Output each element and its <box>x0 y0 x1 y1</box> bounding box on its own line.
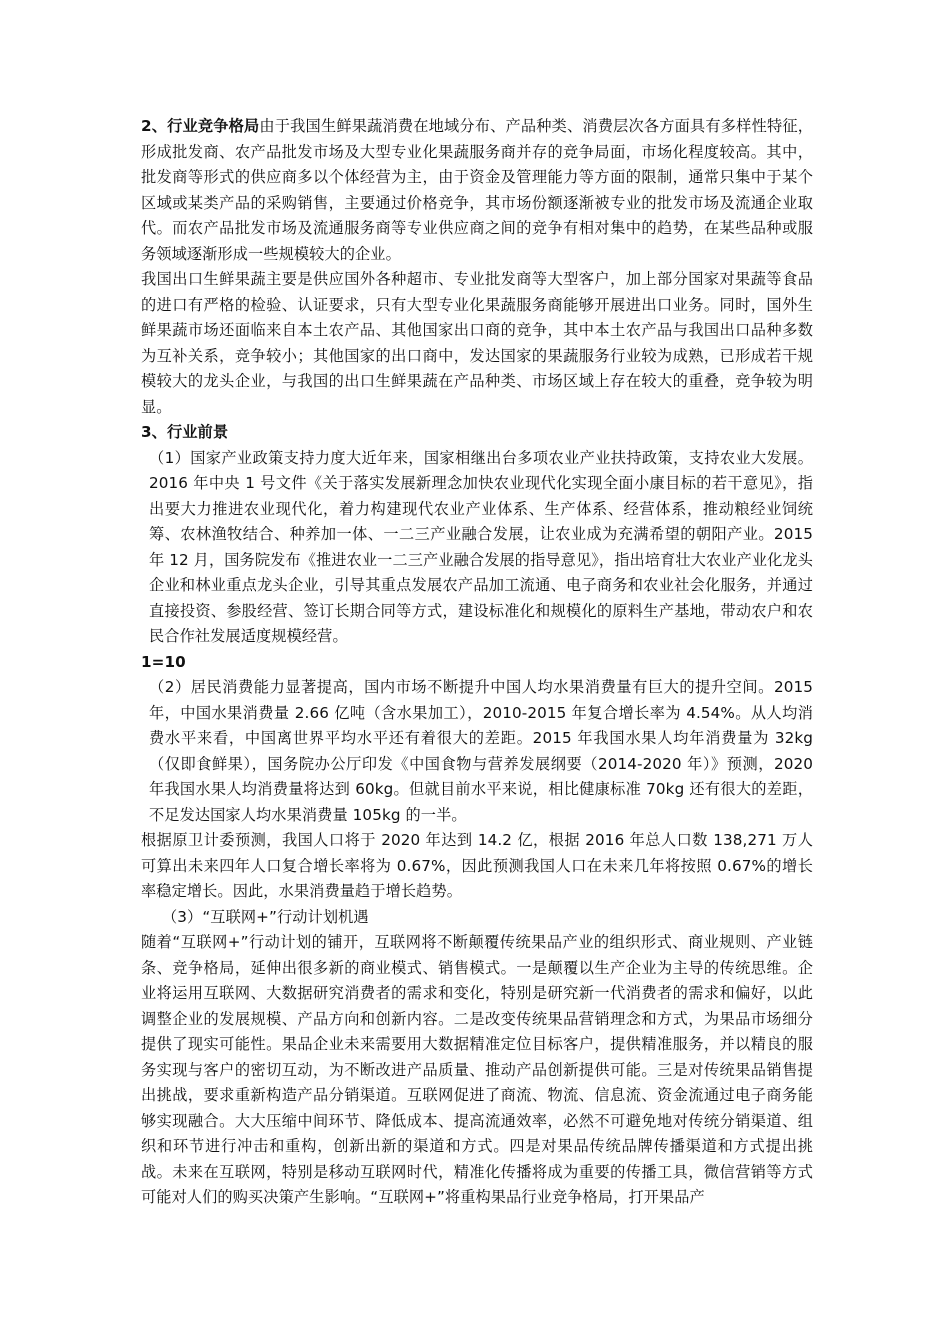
paragraph-competition-text: 由于我国生鲜果蔬消费在地域分布、产品种类、消费层次各方面具有多样性特征，形成批发商、农产品批发市场及大型专业化果蔬服务商并存的竞争局面，市场化程度较高。其中，批发商等形式的供应商多以个体经营为主，由于资金及管理能力等方面的限制，通常只集中于某个区域或某类产品的采购销售，主要通过价格竞争，其市场份额逐渐被专业的批发市场及流通企业取代。而农产品批发市场及流通服务商等专业供应商之间的竞争有相对集中的趋势，在某些品种或服务领域逐渐形成一些规模较大的企业。 <box>141 117 813 263</box>
paragraph-internet-plus: 随着“互联网+”行动计划的铺开，互联网将不断颠覆传统果品产业的组织形式、商业规则、产业链条、竞争格局，延伸出很多新的商业模式、销售模式。一是颠覆以生产企业为主导的传统思维。企业将运用互联网、大数据研究消费者的需求和变化，特别是研究新一代消费者的需求和偏好，以此调整企业的发展规模、产品方向和创新内容。二是改变传统果品营销理念和方式，为果品市场细分提供了现实可能性。果品企业未来需要用大数据精准定位目标客户，提供精准服务，并以精良的服务实现与客户的密切互动，为不断改进产品质量、推动产品创新提供可能。三是对传统果品销售提出挑战，要求重新构造产品分销渠道。互联网促进了商流、物流、信息流、资金流通过电子商务能够实现融合。大大压缩中间环节、降低成本、提高流通效率，必然不可避免地对传统分销渠道、组织和环节进行冲击和重构，创新出新的渠道和方式。四是对果品传统品牌传播渠道和方式提出挑战。未来在互联网，特别是移动互联网时代，精准化传播将成为重要的传播工具，微信营销等方式可能对人们的购买决策产生影响。“互联网+”将重构果品行业竞争格局，打开果品产 <box>141 933 813 1206</box>
paragraph-policy: （1）国家产业政策支持力度大近年来，国家相继出台多项农业产业扶持政策，支持农业大发展。2016 年中央 1 号文件《关于落实发展新理念加快农业现代化实现全面小康目标的若干意见》，指出要大力推进农业现代化，着力构建现代农业产业体系、生产体系、经营体系，推动粮经业饲统筹、农林渔牧结合、种养加一体、一二三产业融合发展，让农业成为充满希望的朝阳产业。2015 年 12 月，国务院发布《推进农业一二三产业融合发展的指导意见》，指出培育壮大农业产业化龙头企业和林业重点龙头企业，引导其重点发展农产品加工流通、电子商务和农业社会化服务，并通过直接投资、参股经营、签订长期合同等方式，建设标准化和规模化的原料生产基地，带动农户和农民合作社发展适度规模经营。 <box>149 448 813 645</box>
stray-text: 1=10 <box>141 652 186 671</box>
section-heading-outlook: 3、行业前景 <box>141 423 229 441</box>
subheading-internet-plus: （3）“互联网+”行动计划机遇 <box>162 907 369 926</box>
paragraph-consumption: （2）居民消费能力显著提高，国内市场不断提升中国人均水果消费量有巨大的提升空间。2015 年，中国水果消费量 2.66 亿吨（含水果加工），2010-2015 年复合增长率为 4.54%。从人均消费水平来看，中国离世界平均水平还有着很大的差距。2015 年我国水果人均年消费量为 32kg（仅即食鲜果），国务院办公厅印发《中国食物与营养发展纲要（2014-2020 年）》预测，2020 年我国水果人均消费量将达到 60kg。但就目前水平来说，相比健康标准 70kg 还有很大的差距，不足发达国家人均水果消费量 105kg 的一半。 <box>149 678 813 824</box>
paragraph-export: 我国出口生鲜果蔬主要是供应国外各种超市、专业批发商等大型客户，加上部分国家对果蔬等食品的进口有严格的检验、认证要求，只有大型专业化果蔬服务商能够开展进出口业务。同时，国外生鲜果蔬市场还面临来自本土农产品、其他国家出口商的竞争，其中本土农产品与我国出口品种多数为互补关系，竞争较小；其他国家的出口商中，发达国家的果蔬服务行业较为成熟，已形成若干规模较大的龙头企业，与我国的出口生鲜果蔬在产品种类、市场区域上存在较大的重叠，竞争较为明显。 <box>141 270 813 416</box>
paragraph-population: 根据原卫计委预测，我国人口将于 2020 年达到 14.2 亿，根据 2016 年总人口数 138,271 万人可算出未来四年人口复合增长率将为 0.67%，因此预测我国人口在未来几年将按照 0.67%的增长率稳定增长。因此，水果消费量趋于增长趋势。 <box>141 831 813 900</box>
section-heading-competition: 2、行业竞争格局 <box>141 117 260 135</box>
document-body <box>141 114 813 1211</box>
paragraph-competition <box>141 114 813 267</box>
